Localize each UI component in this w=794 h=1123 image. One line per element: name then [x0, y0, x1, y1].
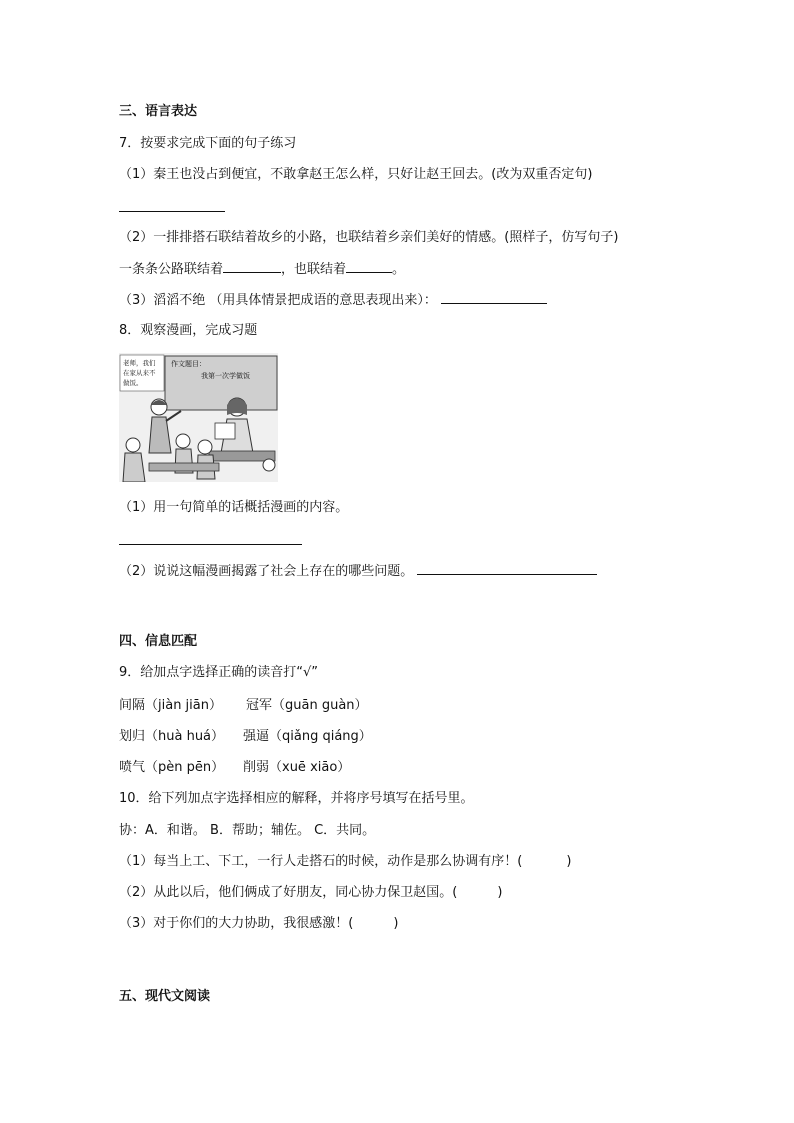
question-8-part-1: （1）用一句简单的话概括漫画的内容。	[119, 500, 349, 515]
cartoon-illustration	[119, 353, 278, 482]
sample-text-a: 一条条公路联结着	[119, 262, 224, 277]
question-10-part-3-text: （3）对于你们的大力协助，我很感激！(	[119, 916, 354, 931]
answer-line-7-1[interactable]	[119, 211, 225, 212]
question-9-title: 9．给加点字选择正确的读音打“√”	[119, 665, 319, 680]
section-heading-4: 四、信息匹配	[119, 634, 198, 649]
question-7-part-2-sample	[119, 260, 405, 279]
question-10-part-2-text: （2）从此以后，他们俩成了好朋友，同心协力保卫赵国。(	[119, 885, 458, 900]
answer-line-8-1[interactable]	[119, 544, 302, 545]
comic-board-text: 我第一次学做饭	[201, 372, 250, 380]
question-7-part-3	[119, 291, 547, 310]
question-7-title: 7．按要求完成下面的句子练习	[119, 136, 297, 151]
question-10-part-1	[119, 853, 571, 871]
paren-close: )	[497, 885, 503, 900]
paren-close: )	[566, 854, 572, 869]
answer-blank-7-2b[interactable]	[346, 260, 392, 273]
sample-text-c: 。	[392, 262, 406, 277]
question-8-title: 8．观察漫画，完成习题	[119, 323, 258, 338]
pinyin-row-2-left: 划归（huà huá）	[119, 729, 225, 744]
answer-blank-7-3[interactable]	[441, 291, 547, 304]
pinyin-row-2-right: 强逼（qiǎng qiáng）	[243, 729, 372, 744]
comic-board-title: 作文题目：	[171, 360, 206, 368]
comic-speech-bubble: 老师，我们在家从来不做饭。	[123, 359, 156, 387]
section-heading-3: 三、语言表达	[119, 104, 198, 119]
answer-blank-7-2a[interactable]	[223, 260, 281, 273]
pinyin-row-3-left: 喷气（pèn pēn）	[119, 760, 225, 775]
question-10-part-1-text: （1）每当上工、下工，一行人走搭石的时候，动作是那么协调有序！(	[119, 854, 523, 869]
question-7-part-2: （2）一排排搭石联结着故乡的小路，也联结着乡亲们美好的情感。(照样子，仿写句子)	[119, 230, 619, 245]
question-10-options: 协：A．和谐。 B．帮助；辅佐。 C．共同。	[119, 823, 376, 838]
pinyin-row-1-right: 冠军（guān guàn）	[246, 698, 368, 713]
question-10-part-3	[119, 915, 398, 933]
pinyin-row-1-left: 间隔（jiàn jiān）	[119, 698, 222, 713]
question-10-part-2	[119, 884, 502, 902]
question-10-title: 10．给下列加点字选择相应的解释，并将序号填写在括号里。	[119, 791, 474, 806]
question-7-part-1: （1）秦王也没占到便宜，不敢拿赵王怎么样，只好让赵王回去。(改为双重否定句)	[119, 167, 593, 182]
paren-close: )	[393, 916, 399, 931]
question-8-part-2-text: （2）说说这幅漫画揭露了社会上存在的哪些问题。	[119, 564, 414, 579]
question-7-part-3-text: （3）滔滔不绝 （用具体情景把成语的意思表现出来）：	[119, 293, 437, 308]
answer-blank-8-2[interactable]	[417, 562, 597, 575]
pinyin-row-3-right: 削弱（xuē xiāo）	[243, 760, 351, 775]
question-8-part-2	[119, 562, 597, 581]
sample-text-b: ，也联结着	[281, 262, 347, 277]
section-heading-5: 五、现代文阅读	[119, 989, 211, 1004]
